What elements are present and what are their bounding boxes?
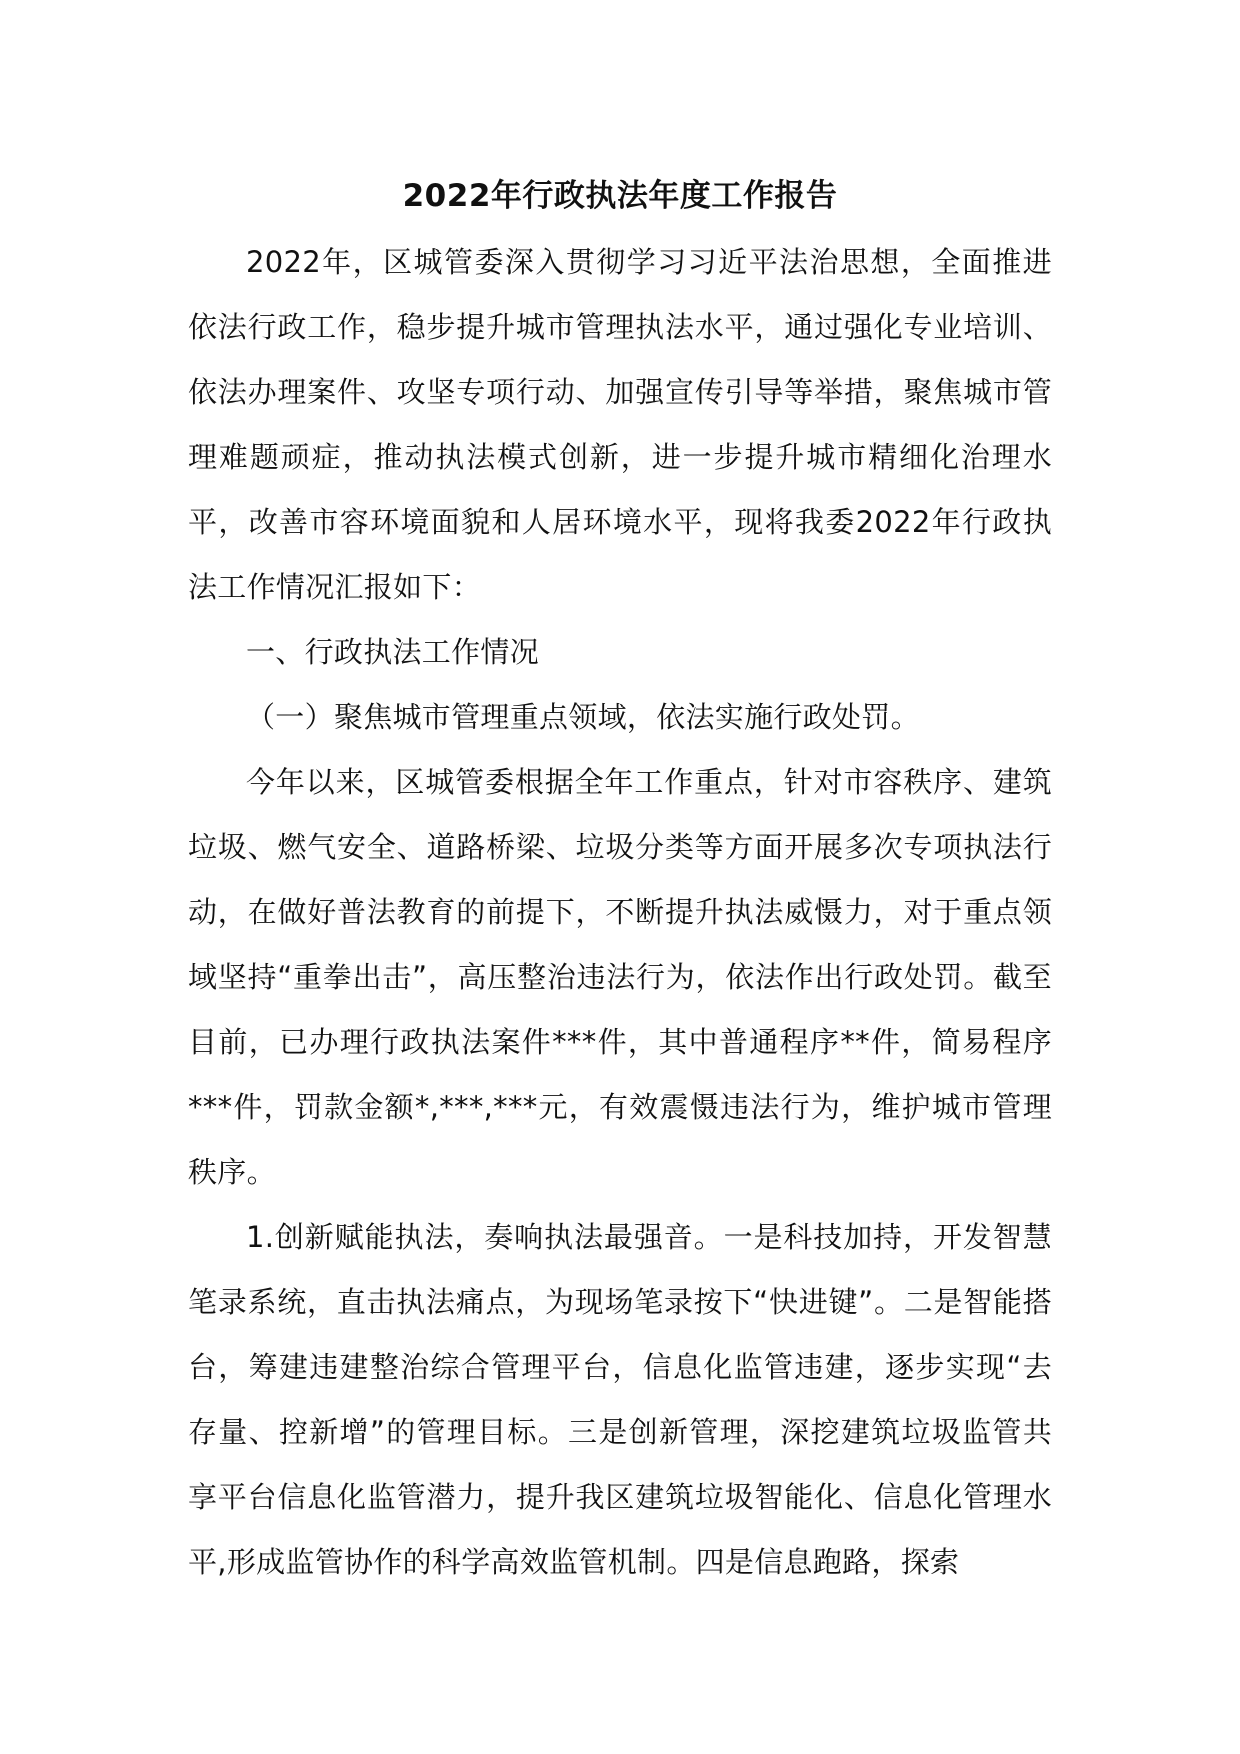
document-body [188, 230, 1052, 1595]
paragraph-enforcement: 今年以来，区城管委根据全年工作重点，针对市容秩序、建筑垃圾、燃气安全、道路桥梁、垃圾分类等方面开展多次专项执法行动，在做好普法教育的前提下，不断提升执法威慑力，对于重点领域坚持“重拳出击”，高压整治违法行为，依法作出行政处罚。截至目前，已办理行政执法案件***件，其中普通程序**件，简易程序***件，罚款金额*,***,***元，有效震慑违法行为，维护城市管理秩序。 [188, 765, 1052, 1189]
paragraph-intro: 2022年，区城管委深入贯彻学习习近平法治思想，全面推进依法行政工作，稳步提升城市管理执法水平，通过强化专业培训、依法办理案件、攻坚专项行动、加强宣传引导等举措，聚焦城市管理难题顽症，推动执法模式创新，进一步提升城市精细化治理水平，改善市容环境面貌和人居环境水平，现将我委2022年行政执法工作情况汇报如下： [188, 245, 1052, 604]
document-title: 2022年行政执法年度工作报告 [402, 178, 838, 214]
section-heading-1: 一、行政执法工作情况 [246, 635, 540, 669]
paragraph-innovation: 1.创新赋能执法，奏响执法最强音。一是科技加持，开发智慧笔录系统，直击执法痛点，为现场笔录按下“快进键”。二是智能搭台，筹建违建整治综合管理平台，信息化监管违建，逐步实现“去存量、控新增”的管理目标。三是创新管理，深挖建筑垃圾监管共享平台信息化监管潜力，提升我区建筑垃圾智能化、信息化管理水平,形成监管协作的科学高效监管机制。四是信息跑路，探索 [188, 1220, 1052, 1579]
subsection-heading-1: （一）聚焦城市管理重点领域，依法实施行政处罚。 [246, 700, 920, 734]
